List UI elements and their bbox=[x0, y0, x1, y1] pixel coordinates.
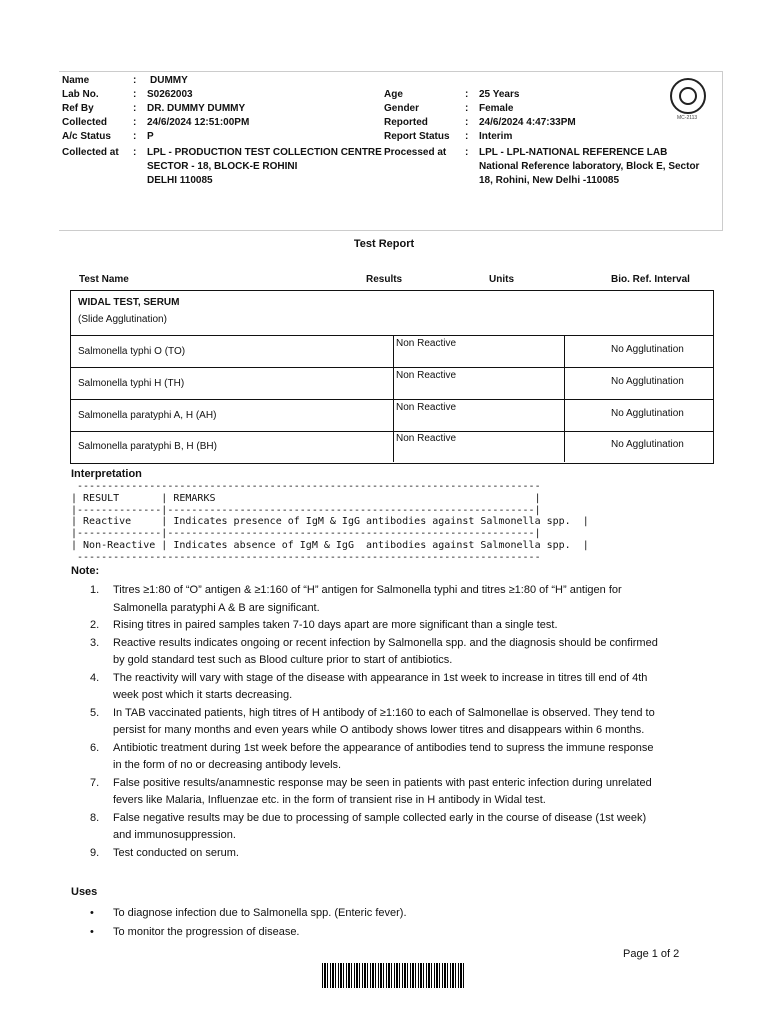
table-row bbox=[71, 336, 713, 368]
report-title: Test Report bbox=[353, 238, 415, 250]
note-number: 6. bbox=[90, 741, 100, 754]
note-text: In TAB vaccinated patients, high titres of H antibody of ≥1:160 to each of Salmonellae is observed. They tend to persist for many months and even years while O antibody shows lower titres and disappears within 6 months. bbox=[113, 706, 655, 736]
note-item bbox=[90, 810, 660, 845]
results-table bbox=[70, 290, 714, 464]
gender-label: Gender bbox=[384, 103, 420, 114]
collected-at-row bbox=[62, 146, 382, 188]
lab-no-row bbox=[62, 88, 382, 102]
note-text: The reactivity will vary with stage of the disease with appearance in 1st week to increase in titres till end of 4th week post which it starts decreasing. bbox=[113, 671, 648, 701]
accreditation-seal-icon bbox=[670, 78, 706, 114]
test-result: Non Reactive bbox=[396, 433, 457, 444]
uses-title: Uses bbox=[71, 886, 98, 898]
bullet-icon: • bbox=[90, 907, 94, 919]
ref-interval: No Agglutination bbox=[611, 408, 684, 419]
note-text: False negative results may be due to processing of sample collected early in the course of disease (1st week) and immunosuppression. bbox=[113, 811, 647, 841]
colon: : bbox=[133, 147, 137, 158]
collected-at-line: LPL - PRODUCTION TEST COLLECTION CENTRE bbox=[147, 147, 382, 158]
ref-by-value: DR. DUMMY DUMMY bbox=[147, 103, 246, 114]
result-cell bbox=[393, 400, 565, 431]
reported-label: Reported bbox=[384, 117, 428, 128]
gender-row bbox=[384, 102, 699, 116]
reported-value: 24/6/2024 4:47:33PM bbox=[479, 117, 576, 128]
header-ref-interval: Bio. Ref. Interval bbox=[611, 274, 690, 285]
test-result: Non Reactive bbox=[396, 338, 457, 349]
patient-info-right bbox=[384, 88, 699, 188]
age-label: Age bbox=[384, 89, 403, 100]
colon: : bbox=[133, 103, 137, 114]
test-result: Non Reactive bbox=[396, 402, 457, 413]
patient-info-left bbox=[62, 74, 382, 188]
bullet-icon: • bbox=[90, 926, 94, 938]
report-status-label: Report Status bbox=[384, 131, 450, 142]
note-item bbox=[90, 582, 660, 617]
use-text: To diagnose infection due to Salmonella spp. (Enteric fever). bbox=[113, 907, 407, 919]
table-row bbox=[71, 368, 713, 400]
note-item bbox=[90, 635, 660, 670]
report-status-row bbox=[384, 130, 699, 144]
note-list bbox=[90, 582, 660, 862]
note-number: 9. bbox=[90, 846, 100, 859]
collected-label: Collected bbox=[62, 117, 108, 128]
processed-at-line: LPL - LPL-NATIONAL REFERENCE LAB bbox=[479, 147, 668, 158]
note-number: 3. bbox=[90, 636, 100, 649]
note-number: 2. bbox=[90, 619, 100, 631]
processed-at-row bbox=[384, 146, 699, 188]
processed-at-line: 18, Rohini, New Delhi -110085 bbox=[479, 175, 620, 186]
colon: : bbox=[465, 147, 469, 158]
note-number: 1. bbox=[90, 584, 100, 596]
table-row bbox=[71, 400, 713, 432]
colon: : bbox=[133, 89, 137, 100]
note-text: Titres ≥1:80 of “O” antigen & ≥1:160 of “H” antigen for Salmonella typhi and titres ≥1:80 of “H” antigen for Salmonella paratyphi A & B are significant. bbox=[113, 584, 622, 614]
use-item bbox=[90, 923, 407, 942]
result-cell bbox=[393, 368, 565, 399]
result-cell bbox=[393, 336, 565, 367]
processed-at-line: National Reference laboratory, Block E, Sector bbox=[479, 161, 700, 172]
reported-row bbox=[384, 116, 699, 130]
collected-value: 24/6/2024 12:51:00PM bbox=[147, 117, 250, 128]
collected-at-value bbox=[147, 146, 382, 188]
note-number: 5. bbox=[90, 706, 100, 719]
ref-interval: No Agglutination bbox=[611, 376, 684, 387]
page-number: Page 1 of 2 bbox=[623, 948, 680, 960]
ref-by-label: Ref By bbox=[62, 103, 94, 114]
note-number: 7. bbox=[90, 776, 100, 789]
barcode-icon bbox=[322, 963, 464, 988]
uses-list bbox=[90, 904, 407, 942]
use-text: To monitor the progression of disease. bbox=[113, 926, 300, 938]
header-test-name: Test Name bbox=[79, 274, 129, 285]
test-name: Salmonella paratyphi A, H (AH) bbox=[78, 410, 217, 421]
note-number: 8. bbox=[90, 811, 100, 824]
gender-value: Female bbox=[479, 103, 514, 114]
group-method: (Slide Agglutination) bbox=[78, 314, 167, 325]
note-number: 4. bbox=[90, 671, 100, 684]
age-value: 25 Years bbox=[479, 89, 520, 100]
name-row bbox=[62, 74, 382, 88]
note-item bbox=[90, 617, 660, 635]
test-name: Salmonella typhi H (TH) bbox=[78, 378, 185, 389]
colon: : bbox=[465, 117, 469, 128]
result-cell bbox=[393, 431, 565, 462]
lab-no-value: S0262003 bbox=[147, 89, 193, 100]
note-item bbox=[90, 845, 660, 863]
colon: : bbox=[465, 103, 469, 114]
colon: : bbox=[465, 89, 469, 100]
ref-by-row bbox=[62, 102, 382, 116]
interpretation-title: Interpretation bbox=[71, 468, 142, 480]
header-units: Units bbox=[489, 274, 514, 285]
ref-interval: No Agglutination bbox=[611, 344, 684, 355]
test-name: Salmonella paratyphi B, H (BH) bbox=[78, 441, 217, 452]
note-item bbox=[90, 775, 660, 810]
ac-status-value: P bbox=[147, 131, 154, 142]
processed-at-label: Processed at bbox=[384, 147, 447, 158]
ref-interval: No Agglutination bbox=[611, 439, 684, 450]
test-result: Non Reactive bbox=[396, 370, 457, 381]
use-item bbox=[90, 904, 407, 923]
colon: : bbox=[133, 117, 137, 128]
report-status-value: Interim bbox=[479, 131, 513, 142]
group-title: WIDAL TEST, SERUM bbox=[78, 297, 180, 308]
note-item bbox=[90, 740, 660, 775]
collected-at-line: DELHI 110085 bbox=[147, 175, 213, 186]
colon: : bbox=[465, 131, 469, 142]
header-results: Results bbox=[366, 274, 403, 285]
lab-no-label: Lab No. bbox=[62, 89, 99, 100]
test-group bbox=[71, 291, 713, 336]
collected-at-line: SECTOR - 18, BLOCK-E ROHINI bbox=[147, 161, 298, 172]
note-text: Antibiotic treatment during 1st week before the appearance of antibodies tend to supress the immune response in the form of no or decreasing antibody levels. bbox=[113, 741, 654, 771]
note-item bbox=[90, 705, 660, 740]
name-label: Name bbox=[62, 75, 90, 86]
colon: : bbox=[133, 75, 137, 86]
age-row bbox=[384, 88, 699, 102]
colon: : bbox=[133, 131, 137, 142]
seal-caption: MC-2113 bbox=[677, 115, 698, 121]
note-item bbox=[90, 670, 660, 705]
note-text: Rising titres in paired samples taken 7-10 days apart are more significant than a single test. bbox=[113, 619, 558, 631]
interpretation-table: ----------------------------------------------------------------------------- | RESULT | REMARKS | |--------------|-------------------------------------------------------------| | Reactive | Indicates presence of IgM & IgG antibodies against Salmonella spp. | |--------------|-------------------------------------------------------------| | Non-Reactive | Indicates absence of IgM & IgG antibodies against Salmonella spp. | ----------------------------------------------------------------------------- bbox=[71, 481, 589, 563]
ac-status-row bbox=[62, 130, 382, 144]
note-text: Reactive results indicates ongoing or recent infection by Salmonella spp. and the diagnosis should be confirmed by gold standard test such as Blood culture prior to start of antibiotics. bbox=[113, 636, 658, 666]
collected-row bbox=[62, 116, 382, 130]
name-value: DUMMY bbox=[150, 75, 188, 86]
note-title: Note: bbox=[71, 565, 100, 577]
note-text: False positive results/anamnestic response may be seen in patients with past enteric infection during unrelated fevers like Malaria, Influenzae etc. in the form of transient rise in H antibody in Widal test. bbox=[113, 776, 652, 806]
processed-at-value bbox=[479, 146, 699, 188]
table-row bbox=[71, 431, 713, 462]
collected-at-label: Collected at bbox=[62, 147, 119, 158]
test-name: Salmonella typhi O (TO) bbox=[78, 346, 186, 357]
note-text: Test conducted on serum. bbox=[113, 846, 239, 859]
ac-status-label: A/c Status bbox=[62, 131, 111, 142]
